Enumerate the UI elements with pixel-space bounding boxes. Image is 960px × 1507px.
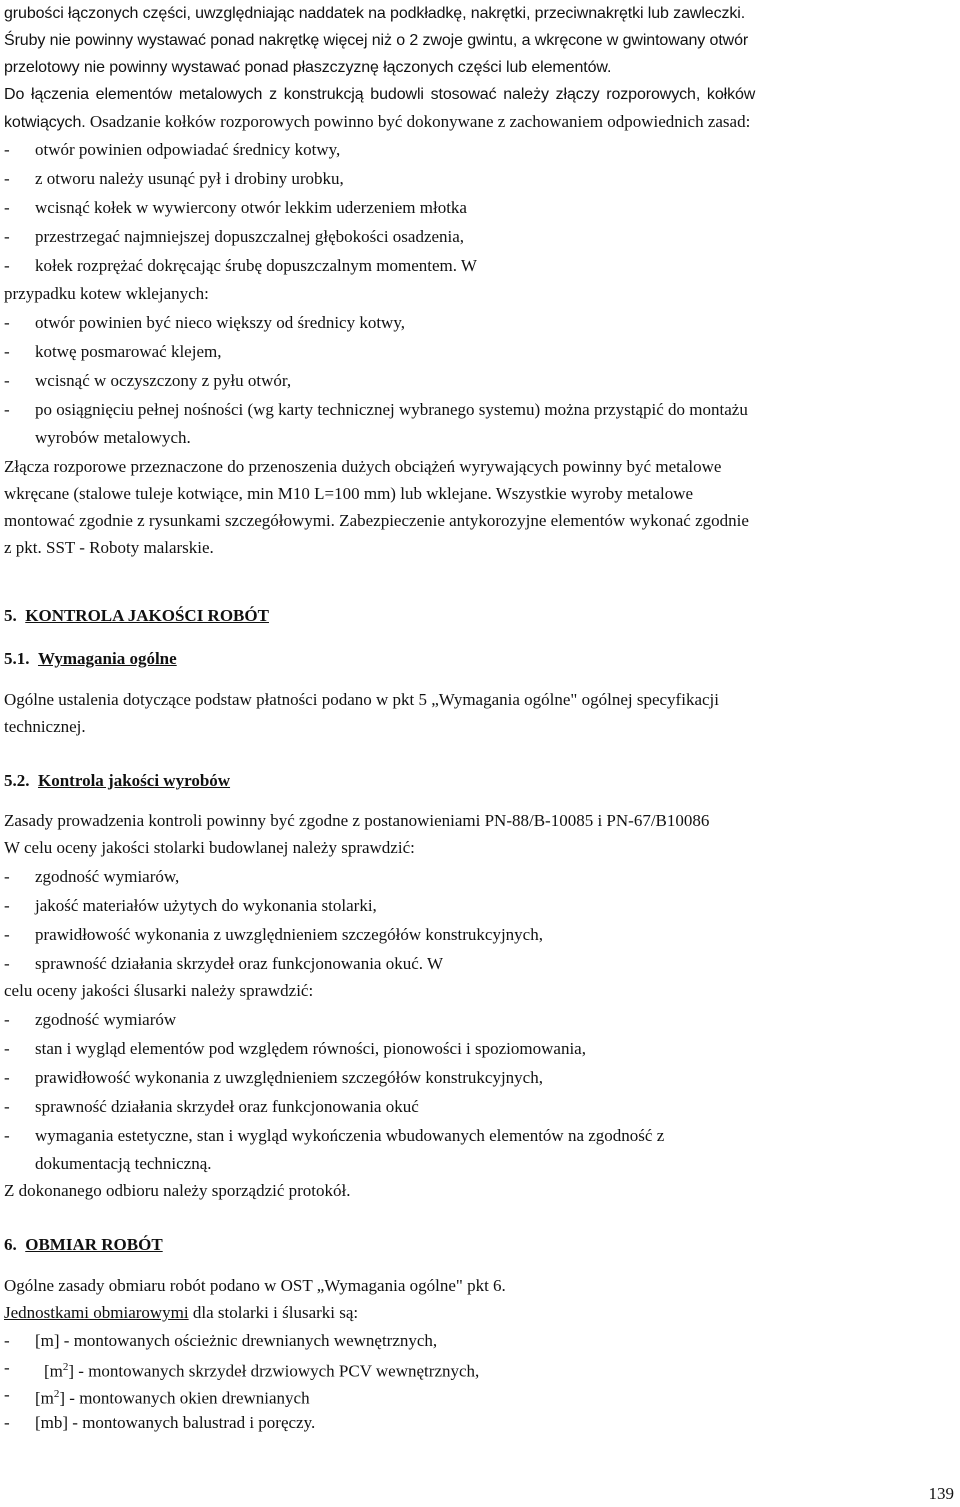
dash: - xyxy=(4,1385,10,1404)
superscript: 2 xyxy=(62,1361,69,1373)
list-item-text: wyrobów metalowych. xyxy=(35,428,191,447)
list-item-text: wcisnąć w oczyszczony z pyłu otwór, xyxy=(35,371,292,390)
list-item-text: prawidłowość wykonania z uwzględnieniem szczegółów konstrukcyjnych, xyxy=(35,925,543,944)
superscript: 2 xyxy=(53,1388,60,1400)
protocol-line: Z dokonanego odbioru należy sporządzić protokół. xyxy=(4,1181,351,1200)
list-item-text: prawidłowość wykonania z uwzględnieniem szczegółów konstrukcyjnych, xyxy=(35,1068,543,1087)
list-item-text: zgodność wymiarów, xyxy=(35,867,180,886)
section-title: Kontrola jakości wyrobów xyxy=(38,771,231,790)
intro-line-3: przelotowy nie powinny wystawać ponad płaszczyznę łączonych części lub elementów. xyxy=(4,59,612,76)
list-item-text: dokumentacją techniczną. xyxy=(35,1154,212,1173)
dash: - xyxy=(4,1097,10,1116)
text: [m xyxy=(35,1388,54,1408)
section-title: KONTROLA JAKOŚCI ROBÓT xyxy=(25,606,269,625)
text: Śruby nie powinny wystawać ponad nakrętkę więcej niż o 2 zwoje gwintu, a wkręcone w gwintowany otwór xyxy=(4,32,749,49)
sec51-line-1 xyxy=(4,686,956,713)
section-5-1-heading xyxy=(4,645,177,672)
dash: - xyxy=(4,1413,10,1432)
text: Ogólne ustalenia dotyczące podstaw płatności podano w pkt 5 „Wymagania ogólne" ogólnej specyfikacji xyxy=(4,690,719,709)
dash: - xyxy=(4,227,10,246)
list-item-text xyxy=(35,1327,437,1354)
intro-line-5 xyxy=(4,108,750,136)
section-number: 6. xyxy=(4,1235,17,1254)
dash: - xyxy=(4,867,10,886)
dash: - xyxy=(4,198,10,217)
list-item-text xyxy=(35,1409,315,1436)
text: [mb] - montowanych balustrad i poręczy. xyxy=(35,1413,316,1432)
anchor-line-4: z pkt. SST - Roboty malarskie. xyxy=(4,538,214,557)
list-item-text: sprawność działania skrzydeł oraz funkcjonowania okuć. W xyxy=(35,954,444,973)
dash: - xyxy=(4,925,10,944)
list-item-text: z otworu należy usunąć pył i drobiny urobku, xyxy=(35,169,344,188)
units-rest: dla stolarki i ślusarki są: xyxy=(188,1303,359,1322)
sec52-line-1: Zasady prowadzenia kontroli powinny być zgodne z postanowieniami PN-88/B-10085 i PN-67/B10086 xyxy=(4,811,710,830)
sec51-line-2: technicznej. xyxy=(4,717,86,736)
list-item-text: zgodność wymiarów xyxy=(35,1010,177,1029)
sec6-line-1: Ogólne zasady obmiaru robót podano w OST „Wymagania ogólne" pkt 6. xyxy=(4,1276,506,1295)
intro-line-5b: Osadzanie kołków rozporowych powinno być dokonywane z zachowaniem odpowiednich zasad: xyxy=(89,112,751,131)
list-item-text: kotwę posmarować klejem, xyxy=(35,342,222,361)
glue-intro: przypadku kotew wklejanych: xyxy=(4,284,209,303)
text: [m xyxy=(44,1361,63,1381)
dash: - xyxy=(4,313,10,332)
dash: - xyxy=(4,1010,10,1029)
dash: - xyxy=(4,1068,10,1087)
dash: - xyxy=(4,371,10,390)
list-item-text: jakość materiałów użytych do wykonania stolarki, xyxy=(35,896,377,915)
section-5-heading xyxy=(4,602,269,629)
list-item-text: przestrzegać najmniejszej dopuszczalnej głębokości osadzenia, xyxy=(35,227,465,246)
dash: - xyxy=(4,140,10,159)
list-item-text: stan i wygląd elementów pod względem równości, pionowości i spoziomowania, xyxy=(35,1039,586,1058)
dash: - xyxy=(4,1358,10,1377)
list-item-text: wymagania estetyczne, stan i wygląd wykończenia wbudowanych elementów na zgodność z xyxy=(35,1126,665,1145)
list-item-text: otwór powinien odpowiadać średnicy kotwy, xyxy=(35,140,341,159)
intro-line-5a: kotwiących. xyxy=(4,114,86,131)
page-number: 139 xyxy=(928,1484,954,1503)
dash: - xyxy=(4,400,10,419)
section-number: 5.2. xyxy=(4,771,30,790)
dash: - xyxy=(4,1126,10,1145)
intro-line-4: Do łączenia elementów metalowych z konstrukcją budowli stosować należy złączy rozporowych, kołków xyxy=(4,86,756,103)
locksmith-intro: celu oceny jakości ślusarki należy sprawdzić: xyxy=(4,981,314,1000)
dash: - xyxy=(4,256,10,275)
section-6-heading xyxy=(4,1231,163,1258)
text: grubości łączonych części, uwzględniając naddatek na podkładkę, nakrętki, przeciwnakrętki lub zawleczki. xyxy=(4,5,746,22)
dash: - xyxy=(4,342,10,361)
anchor-line-3: montować zgodnie z rysunkami szczegółowymi. Zabezpieczenie antykorozyjne elementów wykonać zgodnie xyxy=(4,511,749,530)
list-item-text: kołek rozprężać dokręcając śrubę dopuszczalnym momentem. W xyxy=(35,256,477,275)
anchor-line-2: wkręcane (stalowe tuleje kotwiące, min M10 L=100 mm) lub wklejane. Wszystkie wyroby metalowe xyxy=(4,484,694,503)
sec6-units-line xyxy=(4,1299,358,1326)
list-item-text: otwór powinien być nieco większy od średnicy kotwy, xyxy=(35,313,405,332)
intro-line-1 xyxy=(4,0,956,27)
dash: - xyxy=(4,954,10,973)
intro-line-2 xyxy=(4,27,956,54)
list-item-text xyxy=(35,1381,310,1412)
sec52-line-2: W celu oceny jakości stolarki budowlanej należy sprawdzić: xyxy=(4,838,415,857)
list-item-text: po osiągnięciu pełnej nośności (wg karty technicznej wybranego systemu) można przystąpić do montażu xyxy=(35,400,748,419)
list-item-text: sprawność działania skrzydeł oraz funkcjonowania okuć xyxy=(35,1097,419,1116)
units-label: Jednostkami obmiarowymi xyxy=(4,1303,189,1322)
section-number: 5. xyxy=(4,606,17,625)
anchor-line-1: Złącza rozporowe przeznaczone do przenoszenia dużych obciążeń wyrywających powinny być metalowe xyxy=(4,457,722,476)
dash: - xyxy=(4,1331,10,1350)
text: [m] - montowanych ościeżnic drewnianych wewnętrznych, xyxy=(35,1331,438,1350)
dash: - xyxy=(4,896,10,915)
list-item-text: wcisnąć kołek w wywiercony otwór lekkim uderzeniem młotka xyxy=(35,198,467,217)
section-5-2-heading xyxy=(4,767,230,794)
text: ] - montowanych okien drewnianych xyxy=(59,1388,310,1408)
section-title: OBMIAR ROBÓT xyxy=(25,1235,163,1254)
section-title: Wymagania ogólne xyxy=(38,649,177,668)
text: ] - montowanych skrzydeł drzwiowych PCV wewnętrznych, xyxy=(68,1361,480,1381)
section-number: 5.1. xyxy=(4,649,30,668)
dash: - xyxy=(4,169,10,188)
dash: - xyxy=(4,1039,10,1058)
